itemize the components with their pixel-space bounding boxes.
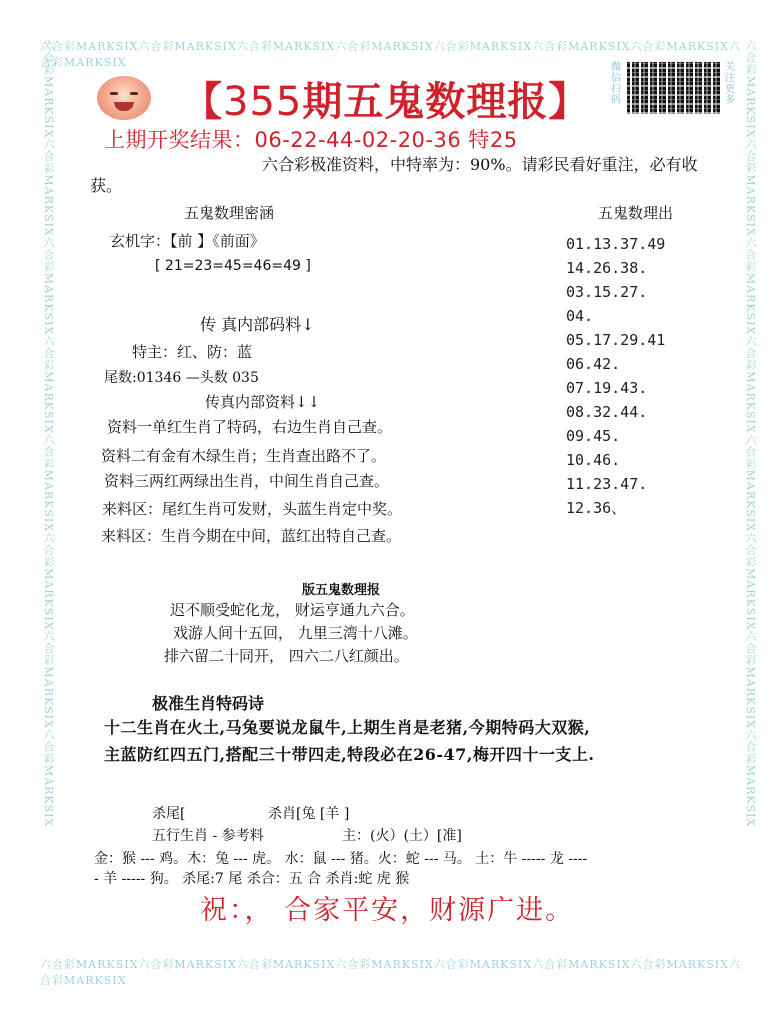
elements-line-2: - 羊 ----- 狗。 杀尾:7 尾 杀合：五 合 杀肖:蛇 虎 猴 bbox=[94, 871, 410, 887]
poem-line-2: 戏游人间十五回， 九里三湾十八滩。 bbox=[173, 624, 418, 642]
wuxing-text: 五行生肖 - 参考料 bbox=[152, 828, 264, 844]
fax-item-5: 来料区：生肖今期在中间，蓝红出特自己查。 bbox=[101, 527, 402, 545]
intro-line-1: 六合彩极准资料，中特率为：90%。请彩民看好重注，必有收 bbox=[262, 155, 698, 174]
watermark-left: 六合彩MARKSIX六合彩MARKSIX六合彩MARKSIX六合彩MARKSIX六合彩MARKSIX六合彩MARKSIX六合彩MARKSIX六合彩MARKSIX bbox=[42, 40, 55, 828]
number-row: 11.23.47. bbox=[566, 475, 648, 493]
number-row: 08.32.44. bbox=[566, 403, 648, 421]
fax-item-4: 来料区：尾红生肖可发财，头蓝生肖定中奖。 bbox=[102, 500, 403, 518]
watermark-bottom: 六合彩MARKSIX六合彩MARKSIX六合彩MARKSIX六合彩MARKSIX六合彩MARKSIX六合彩MARKSIX六合彩MARKSIX六合彩MARKSIX bbox=[40, 958, 741, 987]
zodiac-poem-line-2: 主蓝防红四五门,搭配三十带四走,特段必在26-47,梅开四十一支上. bbox=[104, 745, 595, 764]
number-row: 05.17.29.41 bbox=[566, 331, 666, 349]
number-row: 10.46. bbox=[566, 451, 621, 469]
qr-label-left: 微信扫码 bbox=[611, 62, 621, 106]
number-row: 01.13.37.49 bbox=[566, 235, 666, 253]
page-title: 【355期五鬼数理报】 bbox=[182, 78, 590, 125]
zodiac-poem-heading: 极准生肖特码诗 bbox=[152, 694, 265, 713]
te-zhu-text: 特主：红、防：蓝 bbox=[132, 343, 253, 361]
sha-wei-text: 杀尾[ bbox=[152, 806, 186, 822]
fax-code-heading: 传 真内部码料↓ bbox=[200, 315, 315, 334]
elements-line-1: 金：猴 --- 鸡。木：兔 --- 虎。 水：鼠 --- 猪。火：蛇 --- 马。 土：牛 ----- 龙 ---- bbox=[94, 851, 588, 867]
poem-line-3: 排六留二十同开， 四六二八红颜出。 bbox=[164, 647, 409, 665]
watermark-right: 六合彩MARKSIX六合彩MARKSIX六合彩MARKSIX六合彩MARKSIX六合彩MARKSIX六合彩MARKSIX六合彩MARKSIX六合彩MARKSIX bbox=[744, 40, 757, 828]
number-row: 07.19.43. bbox=[566, 379, 648, 397]
numbers-list bbox=[566, 232, 665, 520]
blessing-text: 祝：， 合家平安，财源广进。 bbox=[200, 895, 575, 926]
xuanji-text: 玄机字：【前 】《前面》 bbox=[110, 232, 265, 250]
secret-heading: 五鬼数理密涵 bbox=[184, 204, 275, 222]
zhu-text: 主：(火）(土）[准] bbox=[342, 828, 462, 844]
fax-item-2: 资料二有金有木绿生肖；生肖查出路不了。 bbox=[101, 447, 387, 465]
fax-item-1: 资料一单红生肖了特码，右边生肖自己查。 bbox=[107, 418, 393, 436]
number-row: 14.26.38. bbox=[566, 259, 648, 277]
qr-label-right: 关注更多 bbox=[725, 62, 735, 106]
qr-code-icon[interactable] bbox=[627, 62, 721, 114]
number-row: 09.45. bbox=[566, 427, 621, 445]
fax-item-3: 资料三两红两绿出生肖，中间生肖自己查。 bbox=[104, 472, 390, 490]
zodiac-poem-line-1: 十二生肖在火土,马兔要说龙鼠牛,上期生肖是老猪,今期特码大双猴, bbox=[104, 718, 591, 737]
formula-text: [ 21=23=45=46=49 ] bbox=[155, 258, 311, 274]
numbers-heading: 五鬼数理出 bbox=[598, 204, 674, 222]
number-row: 04. bbox=[566, 307, 594, 325]
intro-line-2: 获。 bbox=[90, 176, 123, 195]
number-row: 12.36、 bbox=[566, 499, 627, 517]
poem-line-1: 迟不顺受蛇化龙， 财运亨通九六合。 bbox=[170, 601, 415, 619]
last-draw-result: 上期开奖结果：06-22-44-02-20-36 特25 bbox=[104, 128, 518, 152]
number-row: 03.15.27. bbox=[566, 283, 648, 301]
number-row: 06.42. bbox=[566, 355, 621, 373]
sha-xiao-text: 杀肖[兔 [羊 ] bbox=[268, 806, 350, 822]
fax-data-heading: 传真内部资料↓↓ bbox=[205, 393, 321, 411]
mascot-face-icon bbox=[97, 76, 151, 120]
watermark-top: 六合彩MARKSIX六合彩MARKSIX六合彩MARKSIX六合彩MARKSIX六合彩MARKSIX六合彩MARKSIX六合彩MARKSIX六合彩MARKSIX bbox=[40, 40, 741, 69]
poem-heading: 版五鬼数理报 bbox=[302, 583, 381, 598]
weishu-text: 尾数:01346 —头数 035 bbox=[104, 370, 259, 386]
